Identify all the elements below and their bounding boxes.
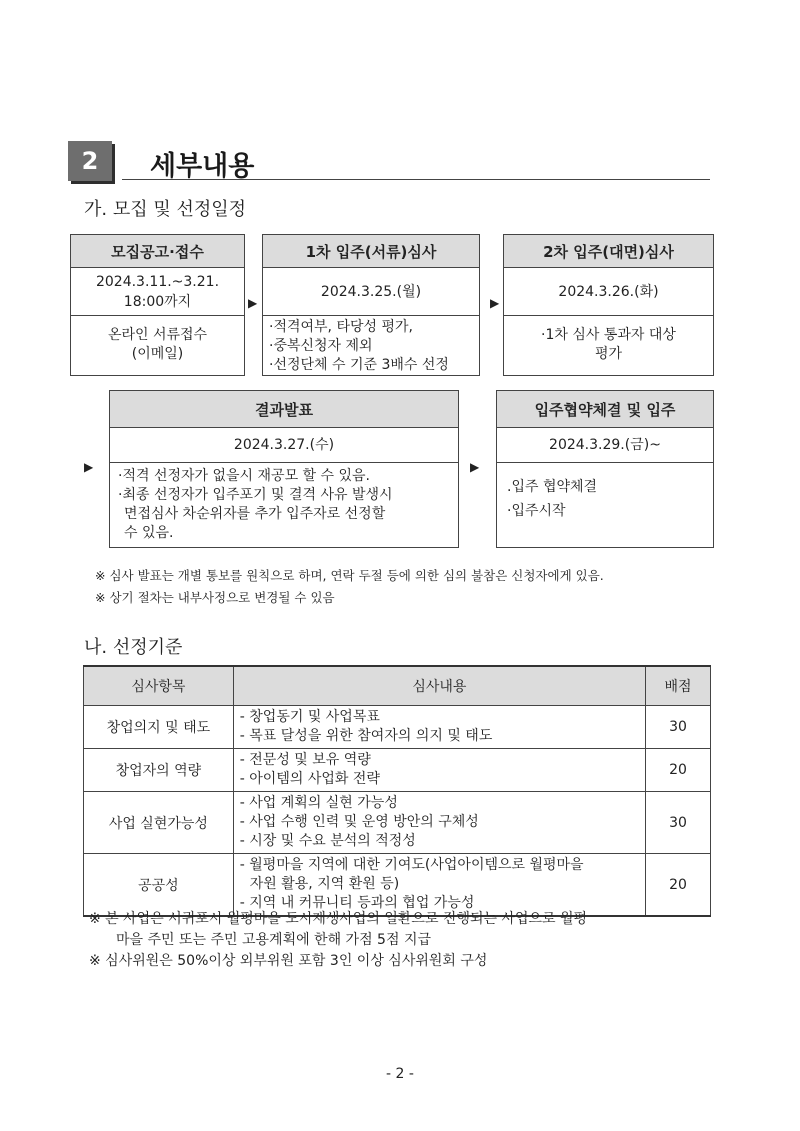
step-details — [504, 316, 713, 374]
schedule-note: ※ 심사 발표는 개별 통보를 원칙으로 하며, 연락 두절 등에 의한 심의 불참은 신청자에게 있음. — [95, 568, 604, 583]
step-detail-line: ·입주시작 — [507, 503, 566, 519]
criteria-table — [83, 665, 711, 917]
step-date — [71, 268, 244, 316]
table-row — [84, 792, 711, 854]
column-header-item: 심사항목 — [84, 666, 234, 706]
criteria-content-line: - 목표 달성을 위한 참여자의 의지 및 태도 — [239, 728, 493, 744]
schedule-step-document-review — [262, 234, 480, 376]
flow-arrow-icon: ▶ — [470, 460, 480, 474]
criteria-note: ※ 본 사업은 서귀포시 월평마을 도시재생사업의 일환으로 진행되는 사업으로 월평 — [89, 911, 588, 927]
criteria-content — [233, 854, 645, 917]
criteria-content-line: - 창업동기 및 사업목표 — [239, 709, 380, 725]
step-detail-line: 면접심사 차순위자를 추가 입주자로 선정할 — [124, 506, 386, 522]
criteria-content — [233, 749, 645, 792]
step-title: 모집공고·접수 — [71, 235, 244, 268]
step-date: 2024.3.26.(화) — [504, 268, 713, 316]
step-details — [110, 463, 458, 543]
criteria-content-line: 자원 활용, 지역 환원 등) — [249, 876, 400, 892]
step-detail-line: 수 있음. — [124, 525, 174, 541]
table-row — [84, 706, 711, 749]
table-row — [84, 854, 711, 917]
step-detail-line: ·적격여부, 타당성 평가, — [269, 319, 413, 335]
criteria-item: 사업 실현가능성 — [84, 792, 234, 854]
step-date-line2: 18:00까지 — [123, 293, 192, 310]
criteria-score: 30 — [646, 706, 711, 749]
criteria-heading: 나. 선정기준 — [84, 637, 183, 658]
step-title: 입주협약체결 및 입주 — [497, 391, 713, 428]
schedule-note: ※ 상기 절차는 내부사정으로 변경될 수 있음 — [95, 590, 335, 605]
column-header-content: 심사내용 — [233, 666, 645, 706]
criteria-content-line: - 지역 내 커뮤니티 등과의 협업 가능성 — [239, 895, 475, 911]
step-detail-line: 평가 — [594, 346, 623, 362]
criteria-content-line: - 시장 및 수요 분석의 적정성 — [239, 833, 416, 849]
criteria-content-line: - 전문성 및 보유 역량 — [239, 752, 371, 768]
criteria-score: 20 — [646, 749, 711, 792]
table-row — [84, 749, 711, 792]
column-header-score: 배점 — [646, 666, 711, 706]
step-detail-line: ·선정단체 수 기준 3배수 선정 — [269, 357, 449, 373]
step-detail-line: .입주 협약체결 — [507, 479, 598, 495]
criteria-item: 창업자의 역량 — [84, 749, 234, 792]
page-number: - 2 - — [386, 1066, 414, 1082]
step-details — [71, 316, 244, 374]
schedule-step-interview-review — [503, 234, 714, 376]
criteria-score: 20 — [646, 854, 711, 917]
criteria-content-line: - 사업 수행 인력 및 운영 방안의 구체성 — [239, 814, 479, 830]
step-date: 2024.3.25.(월) — [263, 268, 479, 316]
step-details — [263, 316, 479, 376]
flow-arrow-icon: ▶ — [248, 296, 258, 310]
step-date-line1: 2024.3.11.~3.21. — [95, 273, 220, 290]
schedule-step-announcement — [109, 390, 459, 548]
step-date: 2024.3.29.(금)~ — [497, 428, 713, 463]
step-detail-line: ·최종 선정자가 입주포기 및 결격 사유 발생시 — [118, 487, 393, 503]
step-detail-line: ·1차 심사 통과자 대상 — [541, 327, 676, 343]
flow-arrow-icon: ▶ — [490, 296, 500, 310]
schedule-step-agreement-move-in — [496, 390, 714, 548]
criteria-note: 마을 주민 또는 주민 고용계획에 한해 가점 5점 지급 — [116, 932, 431, 948]
step-date: 2024.3.27.(수) — [110, 428, 458, 463]
step-title: 2차 입주(대면)심사 — [504, 235, 713, 268]
step-detail-line: ·적격 선정자가 없을시 재공모 할 수 있음. — [118, 468, 370, 484]
flow-arrow-icon: ▶ — [84, 460, 94, 474]
schedule-step-recruitment — [70, 234, 245, 376]
step-detail-line: 온라인 서류접수 — [107, 327, 208, 343]
criteria-content — [233, 792, 645, 854]
criteria-content-line: - 사업 계획의 실현 가능성 — [239, 795, 398, 811]
step-details — [497, 463, 713, 523]
section-number-badge: 2 — [68, 141, 112, 181]
criteria-content-line: - 월평마을 지역에 대한 기여도(사업아이템으로 월평마을 — [239, 857, 584, 873]
criteria-item: 창업의지 및 태도 — [84, 706, 234, 749]
criteria-header-row — [84, 666, 711, 706]
step-title: 결과발표 — [110, 391, 458, 428]
criteria-content-line: - 아이템의 사업화 전략 — [239, 771, 380, 787]
step-detail-line: (이메일) — [131, 346, 184, 362]
criteria-content — [233, 706, 645, 749]
schedule-heading: 가. 모집 및 선정일정 — [84, 199, 246, 220]
criteria-score: 30 — [646, 792, 711, 854]
criteria-note: ※ 심사위원은 50%이상 외부위원 포함 3인 이상 심사위원회 구성 — [89, 953, 488, 969]
step-detail-line: ·중복신청자 제외 — [269, 338, 373, 354]
section-title-rule — [122, 179, 710, 180]
criteria-item: 공공성 — [84, 854, 234, 917]
step-title: 1차 입주(서류)심사 — [263, 235, 479, 268]
section-title: 세부내용 — [150, 151, 255, 182]
